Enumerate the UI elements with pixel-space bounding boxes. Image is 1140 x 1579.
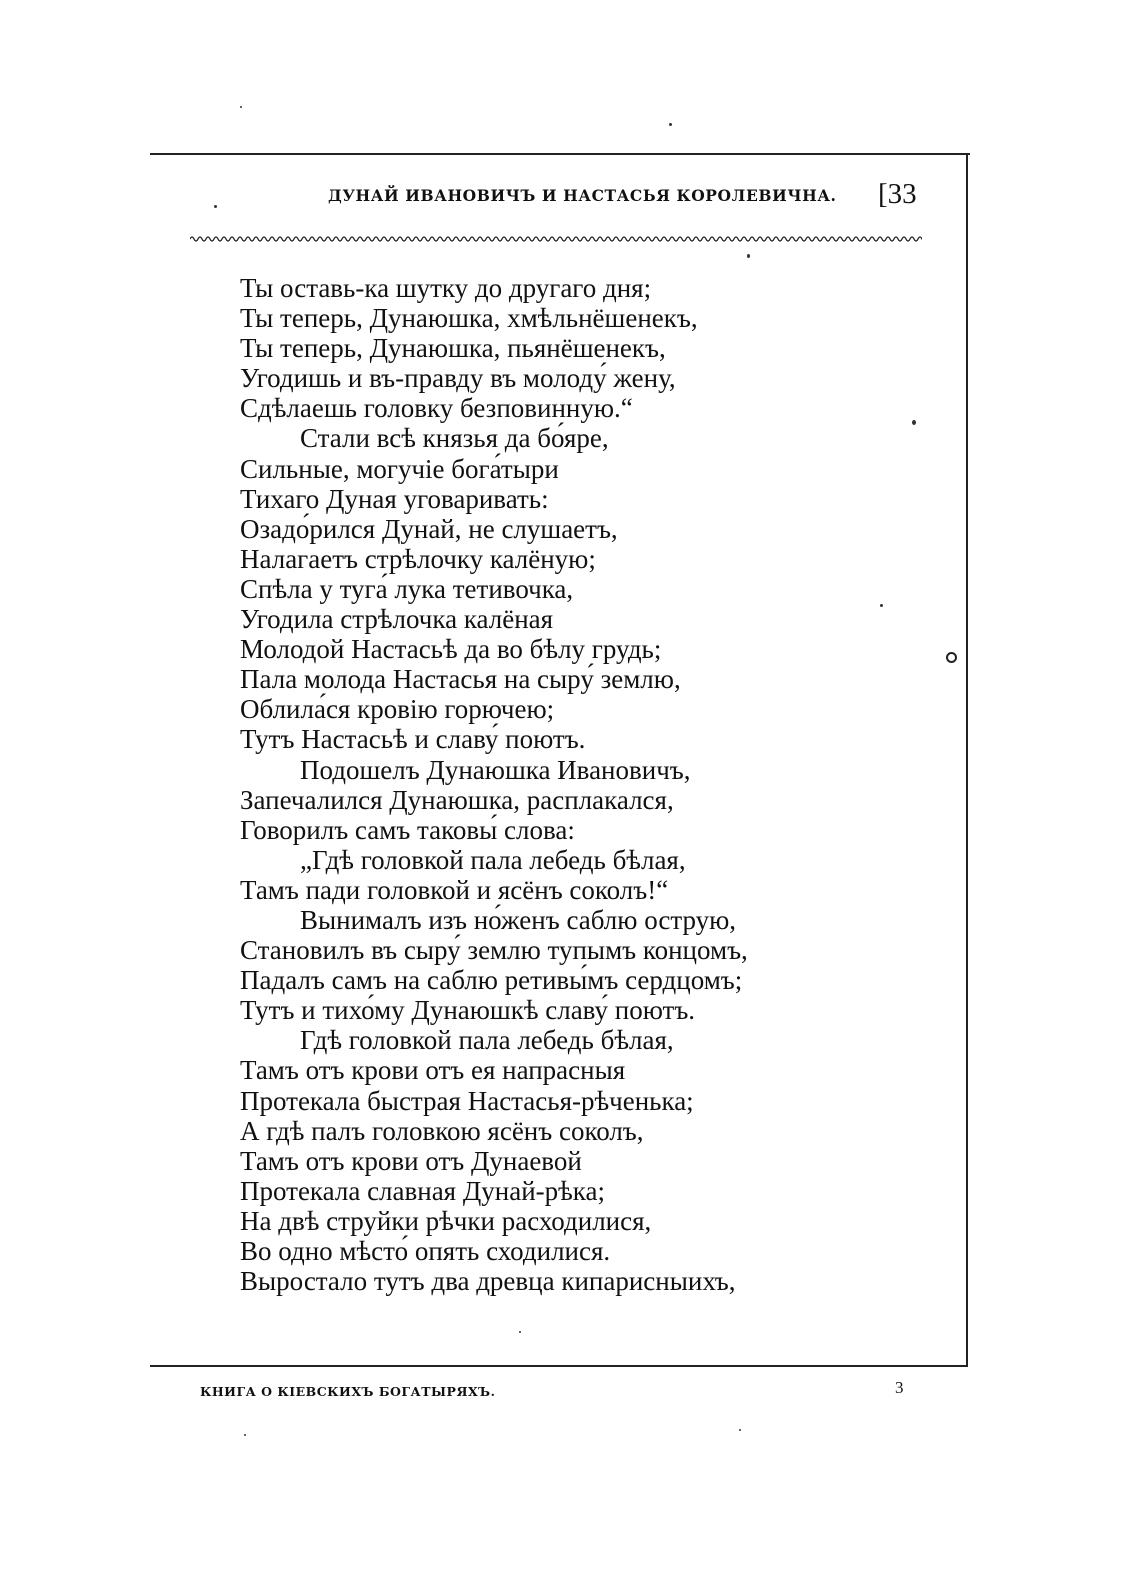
- verse-line: Ты оставь-ка шутку до другаго дня;: [240, 273, 652, 303]
- running-title: ДУНАЙ ИВАНОВИЧЪ И НАСТАСЬЯ КОРОЛЕВИЧНА.: [328, 186, 837, 205]
- verse-line: Озадо́рился Дунай, не слушаетъ,: [240, 513, 618, 544]
- scan-speck: [946, 652, 957, 663]
- verse-body: [240, 273, 930, 1296]
- verse-line: Падалъ самъ на саблю ретивы́мъ сердцомъ;: [240, 965, 743, 996]
- verse-line: Протекала славная Дунай-рѣка;: [240, 1175, 606, 1206]
- verse-line: Облила́ся кровію горючею;: [240, 694, 555, 725]
- verse-line: Тутъ Настасьѣ и славу́ поютъ.: [240, 724, 586, 755]
- verse-line: Сильные, могучіе бога́тыри: [240, 453, 559, 484]
- verse-line: Говорилъ самъ таковы́ слова:: [240, 814, 575, 845]
- scan-speck: [912, 420, 916, 425]
- verse-line: Тамъ пади головкой и ясёнъ соколъ!“: [240, 874, 669, 905]
- verse-line: Спѣла у туга́ лука тетивочка,: [240, 573, 574, 604]
- verse-line: Сдѣлаешь головку безповинную.“: [240, 393, 633, 424]
- verse-line: Молодой Настасьѣ да во бѣлу грудь;: [240, 634, 662, 665]
- verse-line: Гдѣ головкой пала лебедь бѣлая,: [300, 1025, 674, 1056]
- verse-line: Вынималъ изъ но́женъ саблю острую,: [300, 904, 737, 935]
- scan-speck: [240, 106, 242, 108]
- verse-line: Подошелъ Дунаюшка Ивановичъ,: [300, 754, 691, 785]
- verse-line: Налагаетъ стрѣлочку калёную;: [240, 543, 596, 574]
- verse-line: Протекала быстрая Настасья-рѣченька;: [240, 1085, 694, 1116]
- footer-book-title: КНИГА О КІЕВСКИХЪ БОГАТЫРЯХЪ.: [200, 1384, 496, 1399]
- verse-line: Во одно мѣсто́ опять сходилися.: [240, 1236, 611, 1266]
- verse-line: А гдѣ палъ головкою ясёнъ соколъ,: [240, 1115, 644, 1146]
- scan-speck: [747, 254, 750, 258]
- verse-line: Тутъ и тихо́му Дунаюшкѣ славу́ поютъ.: [240, 995, 696, 1026]
- scan-speck: [880, 604, 883, 607]
- verse-line: „Гдѣ головкой пала лебедь бѣлая,: [300, 844, 686, 875]
- scan-speck: [214, 205, 217, 208]
- verse-line: Ты теперь, Дунаюшка, хмѣльнёшенекъ,: [240, 303, 698, 334]
- verse-line: Угодишь и въ-правду въ молоду́ жену,: [240, 363, 676, 394]
- scan-speck: [669, 123, 672, 126]
- signature-mark: 3: [895, 1378, 904, 1397]
- ornamental-wavy-rule: [190, 234, 922, 244]
- bottom-border-rule: [150, 1365, 968, 1367]
- verse-line: Пала молода Настасья на сыру́ землю,: [240, 664, 681, 695]
- verse-line: Становилъ въ сыру́ землю тупымъ концомъ,: [240, 935, 748, 966]
- verse-line: Стали всѣ князья да бо́яре,: [300, 423, 609, 454]
- verse-line: Выростало тутъ два древца кипарисныихъ,: [240, 1266, 736, 1297]
- scan-speck: [739, 1429, 741, 1431]
- verse-line: Ты теперь, Дунаюшка, пьянёшенекъ,: [240, 333, 666, 364]
- verse-line: На двѣ струйки рѣчки расходилися,: [240, 1205, 652, 1236]
- page-number: [33: [878, 178, 917, 210]
- right-border-rule: [966, 153, 968, 1366]
- scan-speck: [244, 1434, 246, 1436]
- verse-line: Тамъ отъ крови отъ Дунаевой: [240, 1145, 582, 1176]
- top-border-rule: [150, 153, 970, 155]
- verse-line: Тихаго Дуная уговаривать:: [240, 483, 549, 514]
- verse-line: Угодила стрѣлочка калёная: [240, 604, 554, 635]
- verse-line: Запечалился Дунаюшка, расплакался,: [240, 784, 674, 815]
- scan-speck: [519, 1331, 521, 1333]
- verse-line: Тамъ отъ крови отъ ея напрасныя: [240, 1055, 626, 1086]
